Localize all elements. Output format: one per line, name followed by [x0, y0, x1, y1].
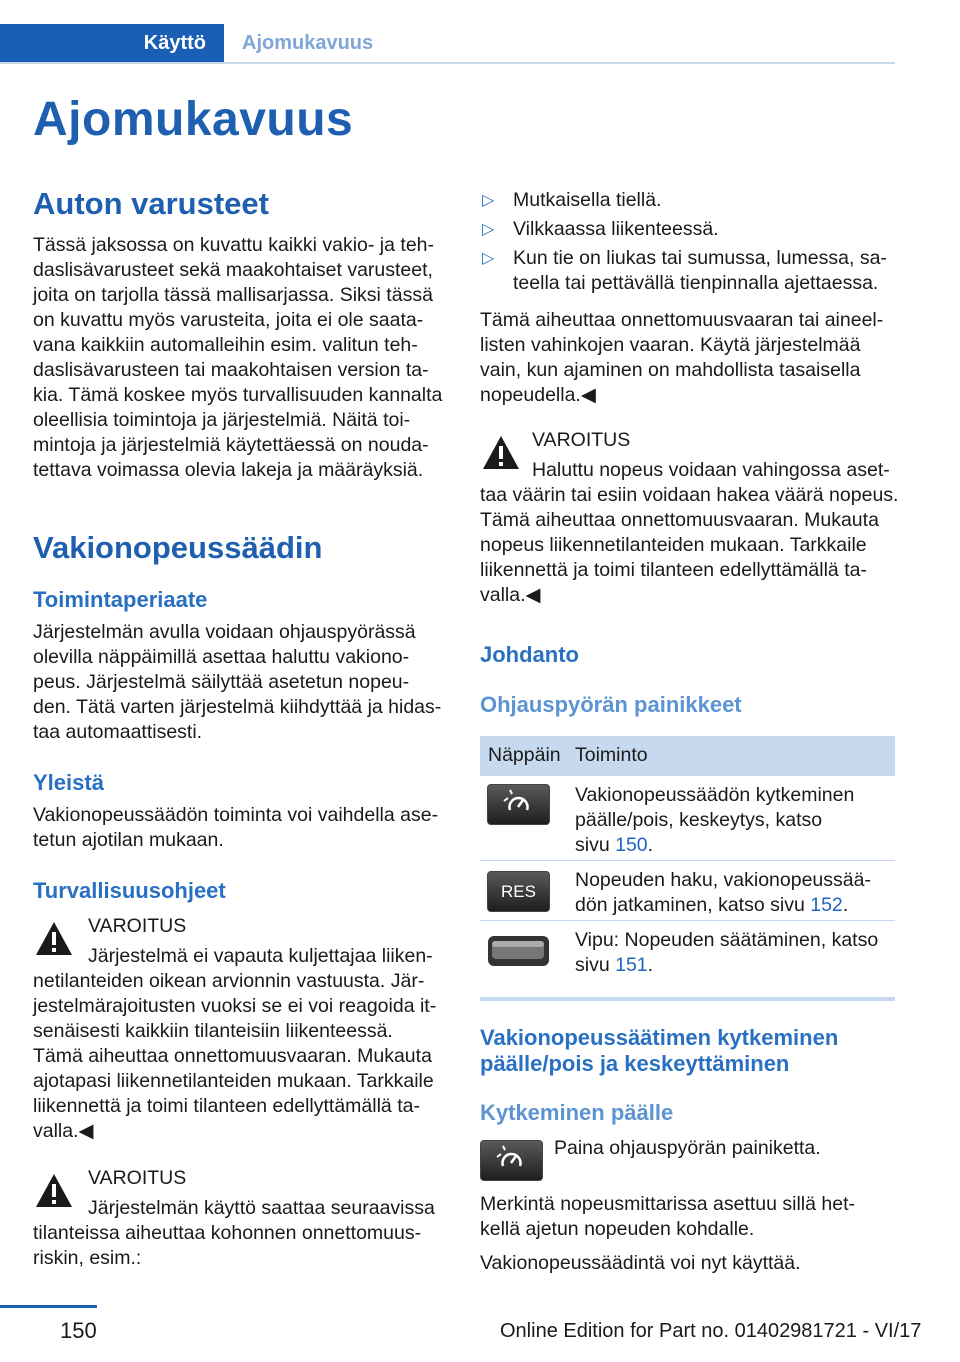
table-bottom-rule — [480, 997, 895, 1001]
table-header — [480, 736, 895, 776]
section-label: Käyttö — [143, 32, 206, 54]
list-item: ▷ Vilkkaassa liikenteessä. — [482, 218, 719, 240]
merkinta-text: Merkintä nopeusmittarissa asettuu sillä het- kellä ajetun nopeuden kohdalle. — [480, 1193, 856, 1240]
list-item: ▷ Kun tie on liukas tai sumussa, lumessa, sa- teella tai pettävällä tienpinnalla ajettaessa. — [482, 247, 887, 294]
heading-auton-varusteet: Auton varusteet — [33, 186, 269, 221]
cruise-control-icon — [487, 784, 550, 825]
table-row — [480, 861, 895, 921]
page-number: 150 — [60, 1318, 97, 1343]
edition-note: Online Edition for Part no. 01402981721 - VI/17 — [500, 1320, 922, 1342]
warning-title: VAROITUS — [88, 1167, 187, 1189]
list-item: ▷ Mutkaisella tiellä. — [482, 189, 662, 211]
page-link[interactable]: 152 — [810, 894, 843, 916]
column-header-key: Näppäin — [488, 744, 561, 766]
heading-vakionopeussaadin: Vakionopeussäädin — [33, 530, 323, 565]
heading-ohjauspyoran-painikkeet: Ohjauspyörän painikkeet — [480, 692, 742, 717]
subsection-label[interactable]: Ajomukavuus — [242, 32, 374, 54]
header-bar — [0, 24, 895, 64]
page-title: Ajomukavuus — [33, 93, 354, 146]
heading-johdanto: Johdanto — [480, 642, 579, 667]
warning-text: Haluttu nopeus voidaan vahingossa aset- taa väärin tai esiin voidaan hakea väärä nopeus. Tämä aiheuttaa onnettomuusvaaran. Mukauta nopeus liikennetilanteiden mukaan. Tarkkaile liikennettä ja toimi tilanteen edellyttämällä ta- valla.◀ — [480, 459, 899, 606]
heading-turvallisuusohjeet: Turvallisuusohjeet — [33, 878, 226, 903]
lever-icon — [487, 931, 550, 972]
row-text: Nopeuden haku, vakionopeussää- dön jatkaminen, katso sivu 152. — [575, 869, 871, 916]
heading-toimintaperiaate: Toimintaperiaate — [33, 587, 208, 612]
row-text: Vipu: Nopeuden säätäminen, katso sivu 151. — [575, 929, 879, 976]
section-tab[interactable] — [0, 24, 224, 62]
warning-text: Järjestelmä ei vapauta kuljettajaa liiken- netilanteiden oikean arvionnin vastuusta. Jär- jestelmärajoitusten vuoksi se ei voi reagoida it- senäisesti kaikkiin tilanteisiin liikenteessä. Tämä aiheuttaa onnettomuusvaaran. Mukauta ajotapasi liikennetilanteiden mukaan. Tarkkaile liikennettä ja toimi tilanteen edellyttämällä ta- valla.◀ — [33, 945, 437, 1142]
row-text: Vakionopeussäädön kytkeminen päälle/pois, keskeytys, katso sivu 150. — [575, 784, 855, 856]
auton-varusteet-text: Tässä jaksossa on kuvattu kaikki vakio- ja teh- daslisävarusteet sekä maakohtaiset varusteet, joita on tarjolla tässä mallisarjassa. Siksi tässä on kuvattu myös varusteita, joita ei ole saata- vana kaikkiin automalleihin esim. valitun teh- daslisävarusteen tai maakohtaisen version ta- kia. Tämä koskee myös turvallisuuden kannalta oleellisia toimintoja ja järjestelmiä. Näitä toi- mintoja ja järjestelmiä käytettäessä on nouda- tettava voimassa olevia lakeja ja määräyksiä. — [33, 234, 443, 481]
buttons-table — [480, 736, 895, 981]
table-row — [480, 776, 895, 861]
footer-rule — [0, 1305, 97, 1308]
heading-yleista: Yleistä — [33, 770, 104, 795]
situation-list — [480, 188, 900, 300]
page-link[interactable]: 151 — [615, 954, 648, 976]
heading-kytkeminen-paalle: Kytkeminen päälle — [480, 1100, 674, 1125]
warning-title: VAROITUS — [532, 429, 631, 451]
heading-kytkeminen-keskeyttaminen: Vakionopeussäätimen kytkeminen päälle/pois ja keskeyttäminen — [480, 1025, 839, 1076]
res-icon: RES — [487, 871, 550, 912]
warning-title: VAROITUS — [88, 915, 187, 937]
column-header-function: Toiminto — [575, 744, 648, 766]
table-row — [480, 921, 895, 981]
toimintaperiaate-text: Järjestelmän avulla voidaan ohjauspyörässä olevilla näppäimillä asettaa haluttu vakiono- peus. Järjestelmä säilyttää asetetun nopeu- den. Tätä varten järjestelmä kiihdyttää ja hidas- taa automaattisesti. — [33, 621, 442, 743]
final-text: Vakionopeussäädintä voi nyt käyttää. — [480, 1252, 801, 1274]
press-instruction: Paina ohjauspyörän painiketta. — [554, 1137, 821, 1159]
page-link[interactable]: 150 — [615, 834, 648, 856]
warning-text: Järjestelmän käyttö saattaa seuraavissa tilanteissa aiheuttaa kohonnen onnettomuus- riskin, esim.: — [33, 1197, 435, 1269]
yleista-text: Vakionopeussäädön toiminta voi vaihdella ase- tetun ajotilan mukaan. — [33, 804, 439, 851]
risk-paragraph: Tämä aiheuttaa onnettomuusvaaran tai aineel- listen vahinkojen vaaran. Käytä järjestelmää vain, kun ajaminen on mahdollista tasaisella nopeudella.◀ — [480, 309, 884, 406]
cruise-control-icon — [480, 1140, 543, 1181]
